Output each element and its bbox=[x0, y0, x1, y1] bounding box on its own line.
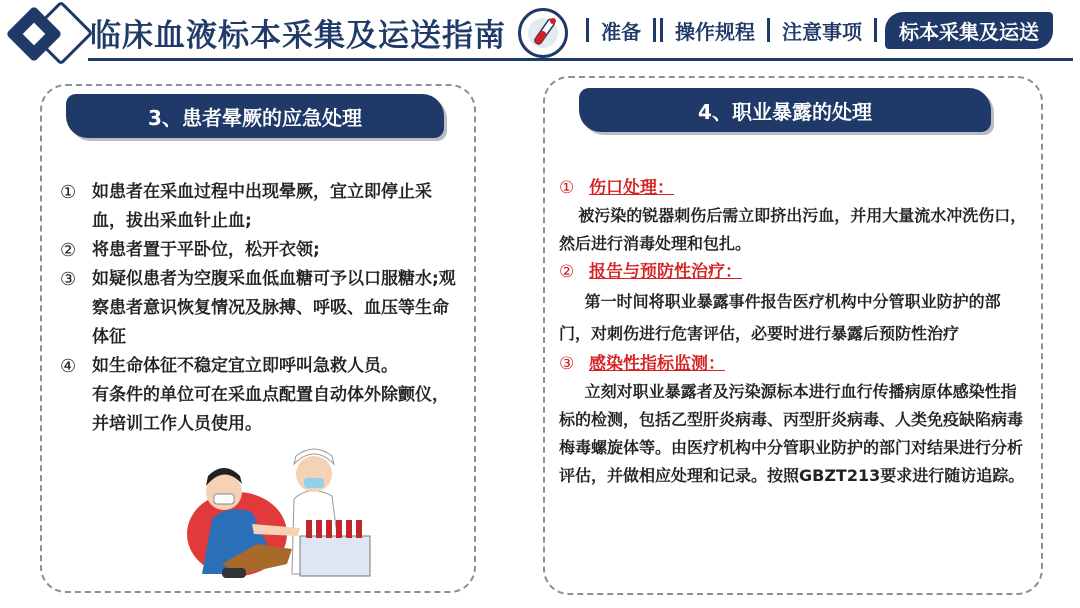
step-text: 如生命体征不稳定宜立即呼叫急救人员。 bbox=[92, 356, 398, 376]
list-item bbox=[60, 265, 460, 352]
section-text: 立刻对职业暴露者及污染源标本进行血行传播病原体感染性指标的检测，包括乙型肝炎病毒、丙型肝炎病毒、人类免疫缺陷病毒梅毒螺旋体等。由医疗机构中分管职业防护的部门对结果进行分析评估，并做相应处理和记录。按照GBZT213要求进行随访追踪。 bbox=[559, 382, 1025, 485]
step-extra-text: 有条件的单位可在采血点配置自动体外除颤仪，并培训工作人员使用。 bbox=[92, 385, 449, 434]
step-number: ① bbox=[60, 182, 77, 203]
nav-item-notes[interactable]: 注意事项 bbox=[782, 19, 862, 44]
nurse-drawing-blood-icon bbox=[182, 424, 382, 584]
list-item bbox=[60, 236, 460, 265]
nav-separator bbox=[586, 18, 589, 42]
header bbox=[0, 0, 1080, 70]
syncope-steps bbox=[60, 178, 460, 439]
nav-item-procedure[interactable]: 操作规程 bbox=[675, 19, 755, 44]
nav-separator bbox=[653, 18, 656, 42]
section-text: 第一时间将职业暴露事件报告医疗机构中分管职业防护的部门，对刺伤进行危害评估，必要时进行暴露后预防性治疗 bbox=[559, 292, 1001, 343]
step-text: 如疑似患者为空腹采血低血糖可予以口服糖水;观察患者意识恢复情况及脉搏、呼吸、血压等生命体征 bbox=[92, 269, 456, 347]
top-nav bbox=[578, 12, 1053, 48]
list-item bbox=[60, 178, 460, 236]
section-heading bbox=[559, 350, 1029, 378]
nav-separator bbox=[767, 18, 770, 42]
exposure-panel bbox=[543, 76, 1043, 595]
nav-item-collection-transport[interactable]: 标本采集及运送 bbox=[885, 12, 1053, 49]
section-number: ③ bbox=[559, 354, 575, 374]
exposure-sections bbox=[559, 174, 1029, 490]
section-number: ① bbox=[559, 178, 575, 198]
step-number: ④ bbox=[60, 356, 77, 377]
section-heading bbox=[559, 258, 1029, 286]
section-title: 感染性指标监测： bbox=[589, 354, 725, 374]
step-text: 将患者置于平卧位，松开衣领; bbox=[92, 240, 320, 260]
section-title: 报告与预防性治疗： bbox=[589, 262, 742, 282]
nav-item-prepare[interactable]: 准备 bbox=[601, 19, 641, 44]
list-item bbox=[60, 352, 460, 381]
section-heading bbox=[559, 174, 1029, 202]
blood-tube-icon bbox=[518, 8, 568, 58]
section-text: 被污染的锐器刺伤后需立即挤出污血，并用大量流水冲洗伤口，然后进行消毒处理和包扎。 bbox=[559, 206, 1027, 253]
section-title: 伤口处理： bbox=[589, 178, 674, 198]
step-number: ③ bbox=[60, 269, 77, 290]
exposure-panel-title: 4、职业暴露的处理 bbox=[579, 88, 991, 132]
nav-separator bbox=[874, 18, 877, 42]
syncope-panel-title: 3、患者晕厥的应急处理 bbox=[66, 94, 444, 138]
section-number: ② bbox=[559, 262, 575, 282]
step-number: ② bbox=[60, 240, 77, 261]
nav-separator bbox=[660, 18, 663, 42]
page-title: 临床血液标本采集及运送指南 bbox=[90, 18, 506, 54]
step-text: 如患者在采血过程中出现晕厥，宜立即停止采血，拔出采血针止血; bbox=[92, 182, 432, 231]
syncope-panel bbox=[40, 84, 476, 593]
title-divider bbox=[88, 58, 1073, 61]
